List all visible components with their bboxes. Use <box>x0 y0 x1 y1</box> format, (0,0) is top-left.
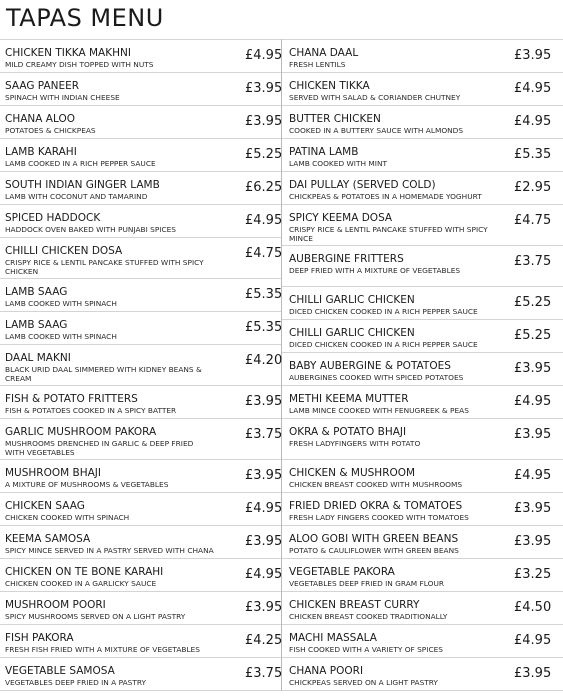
menu-item <box>0 493 281 526</box>
item-name: SPICY KEEMA DOSA <box>289 212 393 224</box>
item-name: LAMB KARAHI <box>5 146 77 158</box>
item-description: CHICKPEAS SERVED ON A LIGHT PASTRY <box>289 678 438 687</box>
item-description: FRESH LENTILS <box>289 60 346 69</box>
item-price: £4.75 <box>514 213 552 228</box>
menu-item <box>282 625 563 658</box>
item-price: £3.75 <box>514 254 552 269</box>
item-price: £5.35 <box>245 287 283 302</box>
menu-item <box>282 205 563 246</box>
item-name: CHANA ALOO <box>5 113 75 125</box>
menu-item <box>0 312 281 345</box>
item-description: DICED CHICKEN COOKED IN A RICH PEPPER SAUCE <box>289 307 478 316</box>
item-price: £3.95 <box>514 501 552 516</box>
menu-item <box>282 106 563 139</box>
item-price: £3.95 <box>245 114 283 129</box>
item-name: AUBERGINE FRITTERS <box>289 253 404 265</box>
item-price: £5.35 <box>245 320 283 335</box>
menu-item <box>282 592 563 625</box>
item-price: £3.95 <box>514 666 552 681</box>
item-price: £4.95 <box>514 633 552 648</box>
item-description: CHICKEN BREAST COOKED WITH MUSHROOMS <box>289 480 463 489</box>
item-name: KEEMA SAMOSA <box>5 533 91 545</box>
menu-item <box>0 658 281 691</box>
item-name: SOUTH INDIAN GINGER LAMB <box>5 179 160 191</box>
menu-item <box>0 106 281 139</box>
item-description: HADDOCK OVEN BAKED WITH PUNJABI SPICES <box>5 225 176 234</box>
item-name: FRIED DRIED OKRA & TOMATOES <box>289 500 463 512</box>
item-description: CHICKEN COOKED WITH SPINACH <box>5 513 130 522</box>
item-name: CHICKEN & MUSHROOM <box>289 467 416 479</box>
item-name: CHICKEN ON TE BONE KARAHI <box>5 566 164 578</box>
item-price: £5.25 <box>245 147 283 162</box>
item-name: SPICED HADDOCK <box>5 212 101 224</box>
item-price: £4.75 <box>245 246 283 261</box>
item-price: £4.20 <box>245 353 283 368</box>
menu-item <box>282 493 563 526</box>
item-price: £6.25 <box>245 180 283 195</box>
item-name: CHICKEN TIKKA <box>289 80 370 92</box>
item-price: £4.95 <box>245 213 283 228</box>
item-price: £4.25 <box>245 633 283 648</box>
menu-item <box>282 419 563 460</box>
item-name: LAMB SAAG <box>5 286 68 298</box>
item-description: FRESH LADY FINGERS COOKED WITH TOMATOES <box>289 513 469 522</box>
item-description: CRISPY RICE & LENTIL PANCAKE STUFFED WITH SPICY CHICKEN <box>5 258 204 276</box>
item-description: CHICKEN BREAST COOKED TRADITIONALLY <box>289 612 448 621</box>
item-price: £3.95 <box>245 600 283 615</box>
menu-item <box>0 205 281 238</box>
item-description: POTATO & CAULIFLOWER WITH GREEN BEANS <box>289 546 459 555</box>
item-description: FISH COOKED WITH A VARIETY OF SPICES <box>289 645 443 654</box>
menu-item <box>282 246 563 287</box>
item-description: CHICKEN COOKED IN A GARLICKY SAUCE <box>5 579 157 588</box>
item-price: £5.25 <box>514 295 552 310</box>
item-description: DICED CHICKEN COOKED IN A RICH PEPPER SAUCE <box>289 340 478 349</box>
item-price: £4.95 <box>514 81 552 96</box>
item-description: VEGETABLES DEEP FRIED IN A PASTRY <box>5 678 147 687</box>
item-description: A MIXTURE OF MUSHROOMS & VEGETABLES <box>5 480 169 489</box>
item-name: VEGETABLE SAMOSA <box>5 665 115 677</box>
item-name: GARLIC MUSHROOM PAKORA <box>5 426 157 438</box>
item-name: FISH & POTATO FRITTERS <box>5 393 138 405</box>
item-price: £3.95 <box>245 468 283 483</box>
menu-item <box>0 526 281 559</box>
item-description: LAMB WITH COCONUT AND TAMARIND <box>5 192 148 201</box>
item-name: BABY AUBERGINE & POTATOES <box>289 360 451 372</box>
menu-item <box>0 139 281 172</box>
item-description: COOKED IN A BUTTERY SAUCE WITH ALMONDS <box>289 126 464 135</box>
item-price: £3.95 <box>245 81 283 96</box>
menu-item <box>282 386 563 419</box>
item-description: AUBERGINES COOKED WITH SPICED POTATOES <box>289 373 464 382</box>
item-description: FRESH LADYFINGERS WITH POTATO <box>289 439 421 448</box>
item-name: CHICKEN TIKKA MAKHNI <box>5 47 131 59</box>
item-name: BUTTER CHICKEN <box>289 113 381 125</box>
item-name: CHILLI CHICKEN DOSA <box>5 245 123 257</box>
item-price: £2.95 <box>514 180 552 195</box>
item-description: SERVED WITH SALAD & CORIANDER CHUTNEY <box>289 93 461 102</box>
menu-item <box>0 40 281 73</box>
item-price: £3.95 <box>514 534 552 549</box>
item-name: FISH PAKORA <box>5 632 74 644</box>
menu-item <box>0 460 281 493</box>
menu-title: TAPAS MENU <box>6 4 164 32</box>
item-description: MILD CREAMY DISH TOPPED WITH NUTS <box>5 60 154 69</box>
item-price: £3.95 <box>514 361 552 376</box>
item-name: CHANA DAAL <box>289 47 359 59</box>
item-name: MUSHROOM POORI <box>5 599 106 611</box>
menu-item <box>282 526 563 559</box>
item-price: £4.95 <box>514 394 552 409</box>
menu-item <box>0 73 281 106</box>
item-price: £4.95 <box>245 567 283 582</box>
menu-item <box>0 592 281 625</box>
item-name: DAAL MAKNI <box>5 352 71 364</box>
menu-item <box>0 386 281 419</box>
item-description: VEGETABLES DEEP FRIED IN GRAM FLOUR <box>289 579 444 588</box>
menu-item <box>0 419 281 460</box>
item-name: CHICKEN SAAG <box>5 500 85 512</box>
item-name: OKRA & POTATO BHAJI <box>289 426 407 438</box>
menu-item <box>282 460 563 493</box>
item-description: FISH & POTATOES COOKED IN A SPICY BATTER <box>5 406 177 415</box>
item-description: LAMB MINCE COOKED WITH FENUGREEK & PEAS <box>289 406 469 415</box>
item-price: £3.95 <box>245 394 283 409</box>
menu-item <box>0 279 281 312</box>
item-price: £3.95 <box>514 48 552 63</box>
menu-item <box>0 625 281 658</box>
menu-item <box>0 345 281 386</box>
item-name: METHI KEEMA MUTTER <box>289 393 409 405</box>
item-price: £5.25 <box>514 328 552 343</box>
menu-column-right <box>282 39 563 691</box>
menu-item <box>282 287 563 320</box>
item-name: CHILLI GARLIC CHICKEN <box>289 327 415 339</box>
item-description: SPINACH WITH INDIAN CHEESE <box>5 93 120 102</box>
item-name: CHICKEN BREAST CURRY <box>289 599 420 611</box>
item-description: FRESH FISH FRIED WITH A MIXTURE OF VEGETABLES <box>5 645 200 654</box>
item-price: £3.95 <box>245 534 283 549</box>
menu-item <box>282 172 563 205</box>
item-price: £4.95 <box>245 501 283 516</box>
menu-item <box>282 658 563 691</box>
item-description: LAMB COOKED WITH MINT <box>289 159 387 168</box>
menu-item <box>282 139 563 172</box>
item-description: CRISPY RICE & LENTIL PANCAKE STUFFED WITH SPICY MINCE <box>289 225 488 243</box>
item-name: PATINA LAMB <box>289 146 359 158</box>
item-name: LAMB SAAG <box>5 319 68 331</box>
menu-item <box>282 559 563 592</box>
menu-item <box>282 73 563 106</box>
item-description: SPICY MINCE SERVED IN A PASTRY SERVED WITH CHANA <box>5 546 214 555</box>
item-price: £5.35 <box>514 147 552 162</box>
item-name: MUSHROOM BHAJI <box>5 467 102 479</box>
item-price: £4.95 <box>514 468 552 483</box>
menu-item <box>0 238 281 279</box>
item-price: £4.50 <box>514 600 552 615</box>
menu-item <box>282 40 563 73</box>
item-name: VEGETABLE PAKORA <box>289 566 395 578</box>
item-description: BLACK URID DAAL SIMMERED WITH KIDNEY BEANS & CREAM <box>5 365 202 383</box>
item-price: £4.95 <box>245 48 283 63</box>
menu-item <box>0 559 281 592</box>
item-description: LAMB COOKED WITH SPINACH <box>5 332 117 341</box>
item-price: £3.25 <box>514 567 552 582</box>
item-name: MACHI MASSALA <box>289 632 377 644</box>
item-description: CHICKPEAS & POTATOES IN A HOMEMADE YOGHURT <box>289 192 482 201</box>
item-name: CHANA POORI <box>289 665 364 677</box>
item-description: DEEP FRIED WITH A MIXTURE OF VEGETABLES <box>289 266 461 275</box>
item-price: £3.75 <box>245 427 283 442</box>
item-name: CHILLI GARLIC CHICKEN <box>289 294 415 306</box>
item-price: £4.95 <box>514 114 552 129</box>
item-name: SAAG PANEER <box>5 80 80 92</box>
item-description: SPICY MUSHROOMS SERVED ON A LIGHT PASTRY <box>5 612 186 621</box>
item-name: ALOO GOBI WITH GREEN BEANS <box>289 533 459 545</box>
menu-item <box>282 320 563 353</box>
item-price: £3.75 <box>245 666 283 681</box>
item-name: DAI PULLAY (SERVED COLD) <box>289 179 436 191</box>
item-description: POTATOES & CHICKPEAS <box>5 126 96 135</box>
item-description: MUSHROOMS DRENCHED IN GARLIC & DEEP FRIED WITH VEGETABLES <box>5 439 194 457</box>
menu-item <box>0 172 281 205</box>
item-description: LAMB COOKED WITH SPINACH <box>5 299 117 308</box>
menu-item <box>282 353 563 386</box>
menu-column-left <box>0 39 282 691</box>
item-description: LAMB COOKED IN A RICH PEPPER SAUCE <box>5 159 156 168</box>
item-price: £3.95 <box>514 427 552 442</box>
